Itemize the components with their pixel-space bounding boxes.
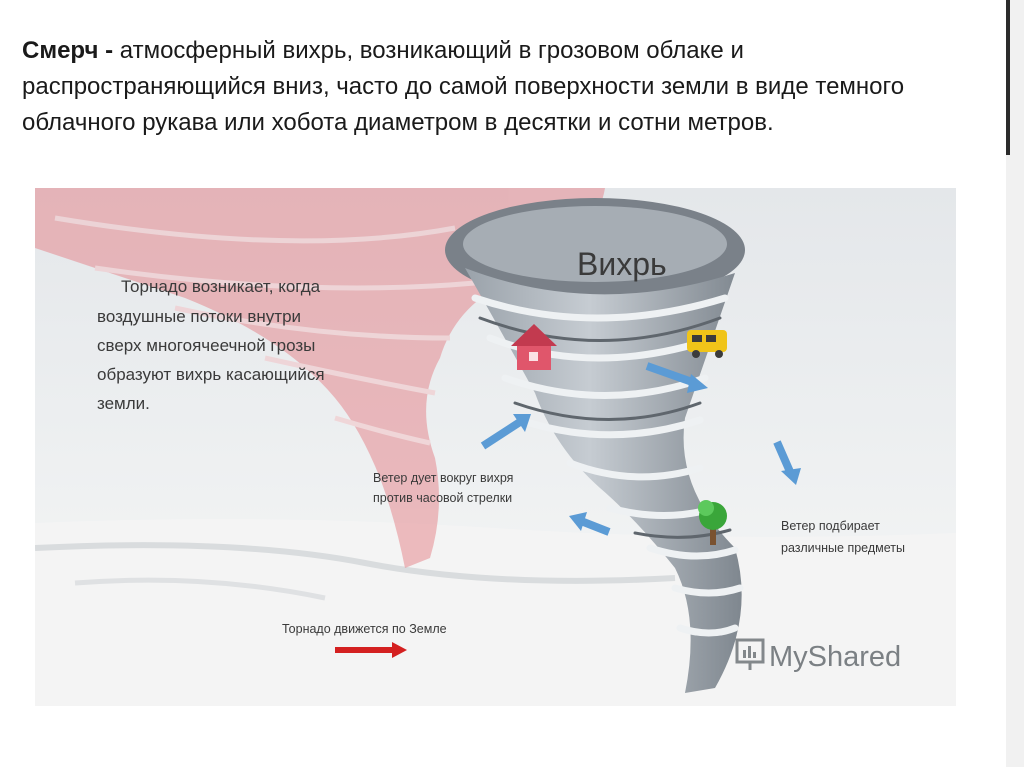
origin-text-line: сверх многоячеечной грозы bbox=[97, 336, 316, 355]
definition-term: Смерч - bbox=[22, 37, 114, 64]
move-text: Торнадо движется по Земле bbox=[282, 622, 447, 636]
origin-text-line: воздушные потоки внутри bbox=[97, 307, 302, 326]
wind-text-line: против часовой стрелки bbox=[373, 491, 513, 505]
pickup-text-line: различные предметы bbox=[781, 541, 905, 555]
pickup-text-line: Ветер подбирает bbox=[781, 519, 880, 533]
watermark: MyShared bbox=[769, 641, 902, 673]
definition-text: атмосферный вихрь, возникающий в грозовом облаке и распространяющийся вниз, часто до самой поверхности земли в виде темного облачного рукава или хобота диаметром в десятки и сотни метров. bbox=[22, 37, 905, 136]
definition-paragraph bbox=[22, 33, 982, 141]
slide-right-accent-bar bbox=[1006, 0, 1010, 155]
origin-text-line: Торнадо возникает, когда bbox=[121, 277, 321, 296]
tornado-illustration bbox=[35, 188, 956, 706]
origin-text-line: земли. bbox=[97, 394, 150, 413]
wind-text-line: Ветер дует вокруг вихря bbox=[373, 471, 514, 485]
origin-text-line: образуют вихрь касающийся bbox=[97, 365, 325, 384]
tornado-infographic bbox=[35, 188, 956, 706]
vortex-label: Вихрь bbox=[577, 246, 667, 282]
